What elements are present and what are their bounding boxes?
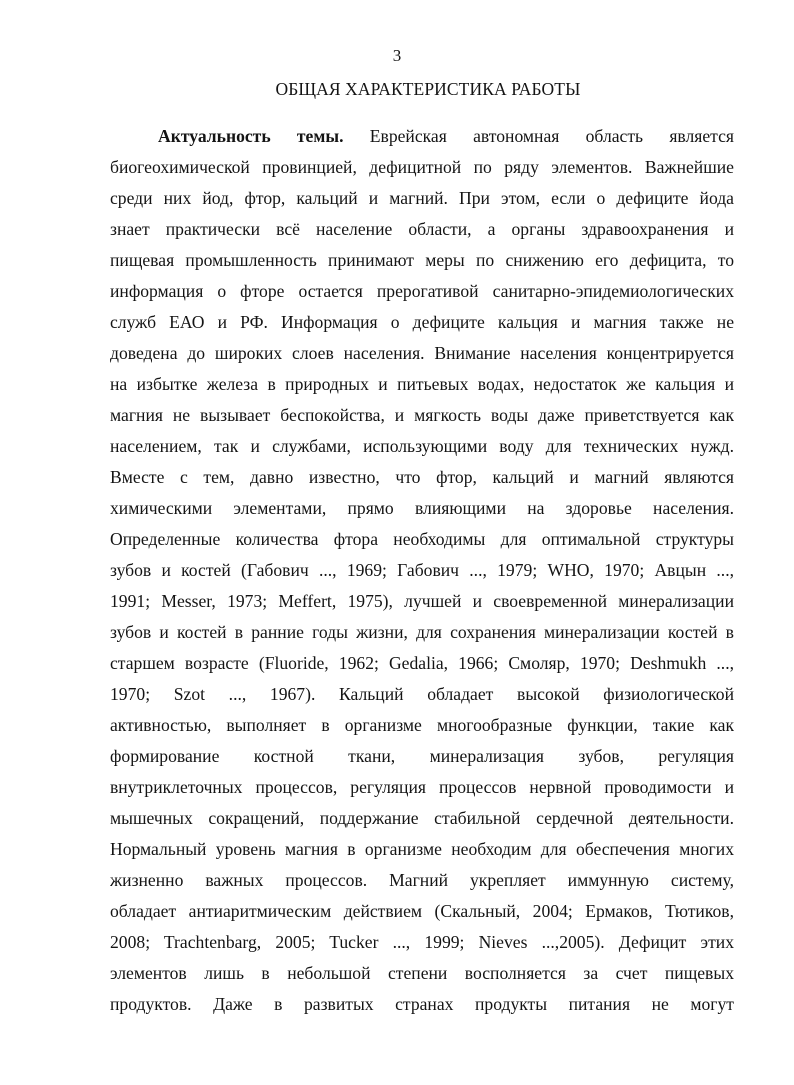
- topic-heading: Актуальность темы.: [158, 126, 344, 146]
- page-number: 3: [392, 46, 402, 65]
- text-line: служб ЕАО и РФ. Информация о дефиците кальция и магния также не: [110, 312, 734, 332]
- text-line: Вместе с тем, давно известно, что фтор, кальций и магний являются: [110, 467, 734, 487]
- text-line: продуктов. Даже в развитых странах продукты питания не могут: [110, 994, 734, 1014]
- text-line: элементов лишь в небольшой степени восполняется за счет пищевых: [110, 963, 734, 983]
- text-line: 1970; Szot ..., 1967). Кальций обладает высокой физиологической: [110, 684, 734, 704]
- text-line: зубов и костей (Габович ..., 1969; Габович ..., 1979; WHO, 1970; Авцын ...,: [110, 560, 734, 580]
- text-line: обладает антиаритмическим действием (Скальный, 2004; Ермаков, Тютиков,: [110, 901, 734, 921]
- text-line: 1991; Messer, 1973; Meffert, 1975), лучшей и своевременной минерализации: [110, 591, 734, 611]
- text-line: внутриклеточных процессов, регуляция процессов нервной проводимости и: [110, 777, 734, 797]
- text-line: информация о фторе остается прерогативой санитарно-эпидемиологических: [110, 281, 734, 301]
- text-line: на избытке железа в природных и питьевых водах, недостаток же кальция и: [110, 374, 734, 394]
- text-line: старшем возрасте (Fluoride, 1962; Gedalia, 1966; Смоляр, 1970; Deshmukh ...,: [110, 653, 734, 673]
- text-line-content: Еврейская автономная область является: [343, 126, 734, 146]
- text-line: активностью, выполняет в организме многообразные функции, такие как: [110, 715, 734, 735]
- section-title: ОБЩАЯ ХАРАКТЕРИСТИКА РАБОТЫ: [275, 79, 581, 99]
- text-line: мышечных сокращений, поддержание стабильной сердечной деятельности.: [110, 808, 734, 828]
- text-line: химическими элементами, прямо влияющими на здоровье населения.: [110, 498, 734, 518]
- text-line: пищевая промышленность принимают меры по снижению его дефицита, то: [110, 250, 734, 270]
- text-line: зубов и костей в ранние годы жизни, для сохранения минерализации костей в: [110, 622, 734, 642]
- text-line: среди них йод, фтор, кальций и магний. При этом, если о дефиците йода: [110, 188, 734, 208]
- text-line: доведена до широких слоев населения. Внимание населения концентрируется: [110, 343, 734, 363]
- body-paragraph: [110, 121, 734, 1020]
- text-line: формирование костной ткани, минерализация зубов, регуляция: [110, 746, 734, 766]
- text-line: жизненно важных процессов. Магний укрепляет иммунную систему,: [110, 870, 734, 890]
- text-line: знает практически всё население области, а органы здравоохранения и: [110, 219, 734, 239]
- text-line: 2008; Trachtenbarg, 2005; Tucker ..., 1999; Nieves ...,2005). Дефицит этих: [110, 932, 734, 952]
- text-line: населением, так и службами, использующими воду для технических нужд.: [110, 436, 734, 456]
- text-line: [110, 121, 734, 152]
- text-line: Определенные количества фтора необходимы для оптимальной структуры: [110, 529, 734, 549]
- text-line: магния не вызывает беспокойства, и мягкость воды даже приветствуется как: [110, 405, 734, 425]
- text-line: биогеохимической провинцией, дефицитной по ряду элементов. Важнейшие: [110, 157, 734, 177]
- text-line: Нормальный уровень магния в организме необходим для обеспечения многих: [110, 839, 734, 859]
